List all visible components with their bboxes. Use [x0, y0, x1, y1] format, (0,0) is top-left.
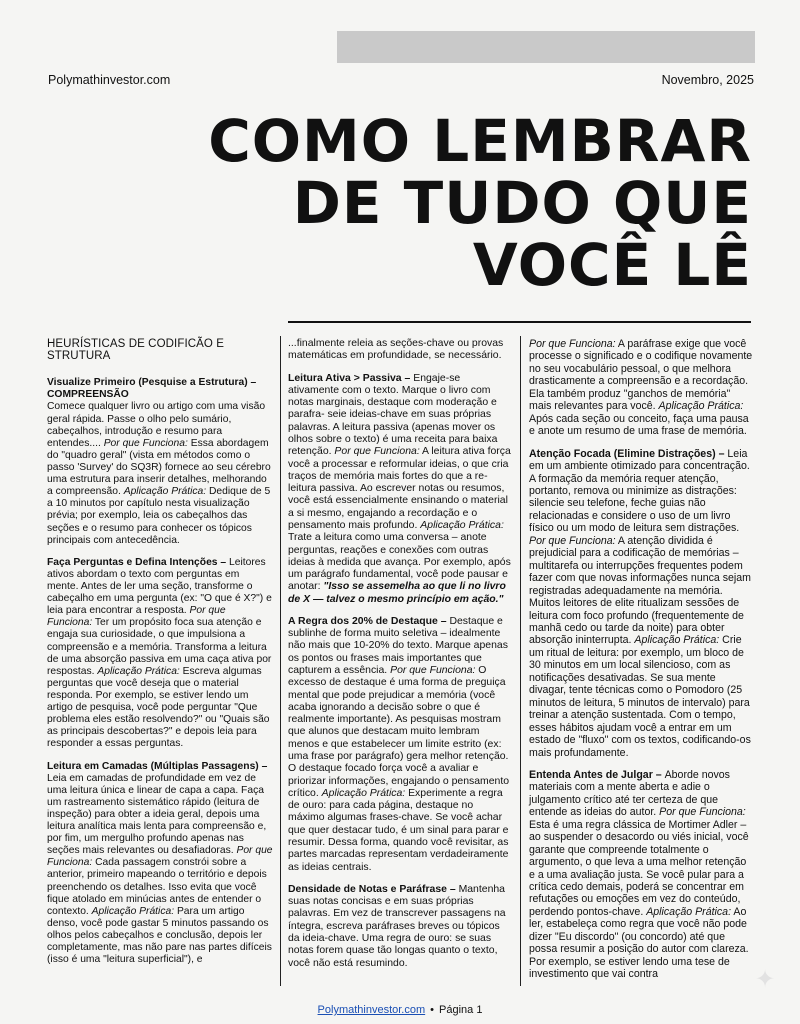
body-text: O excesso de destaque é uma forma de preguiça mental que pode prejudicar a memória (você acaba ignorando a decisão sobre o que é realmente importante). As pesquisas mostram que alunos que destacam muito lembram menos e que estabelecer um limite estrito (ex: uma frase por parágrafo) gera melhor retenção. O destaque focado força você a avaliar e priorizar informações, engajando o pensamento crítico.	[288, 665, 510, 799]
section-title: Entenda Antes de Julgar –	[529, 768, 665, 781]
body-text: Esta é uma regra clássica de Mortimer Adler – ao suspender o desacordo ou viés inicial, você garante que compreende totalmente o argumento, o que leva a uma melhor retenção e a uma avaliação justa. Se você pular para a crítica cedo demais, poderá se concentrar em refutações ou emoções em vez do conteúdo, perdendo pontos-chave.	[529, 818, 749, 918]
section-focused-attention	[529, 448, 753, 759]
section-note-density	[288, 884, 512, 970]
body-text: Leitores ativos abordam o texto com perguntas em mente. Antes de ler uma seção, transforme o cabeçalho em uma pergunta (ex: "O que é X?") e leia para encontrar a resposta.	[47, 556, 272, 617]
body-text: Ter um propósito foca sua atenção e engaja sua curiosidade, o que impulsiona a compreensão e a memória. Transforma a leitura de uma absorção passiva em uma caça ativa por respostas.	[47, 617, 272, 677]
body-text: Crie um ritual de leitura: por exemplo, um bloco de 30 minutos em um local silencioso, com as notificações desativadas. Se sua mente divagar, tente técnicas como o Pomodoro (25 minutos de leitura, 5 minutos de intervalo) para treinar a atenção sustentada. Com o tempo, esses hábitos ajudam você a entrar em um estado de "fluxo" com os textos, codificando-os mais profundamente.	[529, 634, 751, 759]
column-divider	[520, 336, 521, 986]
title-divider	[288, 321, 751, 323]
body-text: Leia em um ambiente otimizado para concentração. A formação da memória requer atenção, portanto, remova ou minimize as distrações: silencie seu telefone, feche guias não relacionadas e considere o uso de um livro físico ou um modo de leitura sem distrações.	[529, 447, 750, 535]
page-number: Página 1	[439, 1004, 483, 1016]
column-2	[288, 338, 512, 980]
body-text: Experimente a regra de ouro: para cada página, destaque no máximo algumas frases-chave. Se você achar que quer destacar tudo, é um sinal para parar e resumir. Dessa forma, quando você revisitar, as partes marcadas representam verdadeiramente as ideias centrais.	[288, 787, 509, 873]
page-title: COMO LEMBRAR DE TUDO QUE VOCÊ LÊ	[208, 107, 752, 299]
why-label: Por que Funciona:	[334, 446, 420, 458]
apply-label: Aplicação Prática:	[658, 400, 744, 413]
page-footer	[0, 1004, 800, 1016]
section-active-reading	[288, 373, 512, 606]
column-1	[47, 338, 273, 976]
section-title: Leitura Ativa > Passiva –	[288, 372, 414, 384]
section-highlight-rule	[288, 616, 512, 874]
footer-link[interactable]: Polymathinvestor.com	[317, 1004, 426, 1016]
section-title: Faça Perguntas e Defina Intenções –	[47, 556, 229, 568]
section-title: Atenção Focada (Elimine Distrações) –	[529, 447, 728, 460]
why-label: Por que Funciona:	[390, 665, 476, 677]
section-understand-first	[529, 769, 753, 981]
body-text: Trate a leitura como uma conversa – anote perguntas, reações e conexões com outras ideias à medida que avança. Por exemplo, após um parágrafo fundamental, você pode pausar e anotar:	[288, 532, 511, 593]
section-questions	[47, 557, 273, 751]
apply-label: Aplicação Prática:	[123, 486, 207, 498]
body-text: Leia em camadas de profundidade em vez de uma leitura única e linear de capa a capa. Faça um rastreamento sistemático rápido (leitura de inspeção) para obter a ideia geral, depois uma leitura analítica mais lenta para compreensão e, por fim, um mergulho profundo apenas nas seções mais relevantes ou desafiadoras.	[47, 772, 267, 857]
body-text: Após cada seção ou conceito, faça uma pausa e anote um resumo de uma frase de memória.	[529, 412, 749, 438]
body-text: Dedique de 5 a 10 minutos por capítulo nesta visualização prévia; por exemplo, leia os cabeçalhos das seções e o resumo para conhecer os tópicos principais com antecedência.	[47, 486, 271, 546]
why-label: Por que Funciona:	[529, 534, 616, 547]
body-text: Mantenha suas notas concisas e em suas próprias palavras. Em vez de transcrever passagens na íntegra, escreva paráfrases breves ou tópicos da ideia-chave. Uma regra de ouro: se suas notas forem quase tão longas quanto o texto, você não está resumindo.	[288, 883, 506, 969]
issue-date: Novembro, 2025	[661, 73, 754, 87]
body-text: Para um artigo denso, você pode gastar 5 minutos passando os olhos pelos cabeçalhos e conclusão, depois ler completamente, mas não pare nas partes difíceis (isso é uma "leitura superficial"), e	[47, 905, 272, 966]
quote-text: "Isso se assemelha ao que li no livro de X — talvez o mesmo princípio em ação."	[288, 581, 506, 605]
why-label: Por que Funciona:	[659, 806, 746, 819]
body-text: Escreva algumas perguntas que você deseja que o material responda. Por exemplo, se estiver lendo um artigo de pesquisa, você pode perguntar "Que problema eles estão resolvendo?" ou "Quais são as principais descobertas?" e depois leia para responder a essas perguntas.	[47, 665, 270, 750]
footer-separator: •	[430, 1004, 435, 1016]
section-heading: HEURÍSTICAS DE CODIFICÃO E STRUTURA	[47, 338, 225, 363]
body-text: Ao ler, estabeleça como regra que você não pode dizer "Eu discordo" (ou concordo) até que possa resumir a posição do autor com clareza. Por exemplo, se estiver lendo uma tese de investimento que vai contra	[529, 905, 749, 981]
header-bar	[337, 31, 755, 63]
apply-label: Aplicação Prática:	[420, 519, 504, 531]
apply-label: Aplicação Prática:	[321, 787, 406, 799]
body-text: A paráfrase exige que você processe o significado e o codifique novamente no seu vocabulário pessoal, o que melhora drasticamente a compreensão e a recordação. Ela também produz "ganchos de memória" mais relevantes para você.	[529, 338, 753, 413]
why-label: Por que Funciona:	[47, 605, 226, 629]
body-text: Comece qualquer livro ou artigo com uma visão geral rápida. Passe o olho pelo sumário, cabeçalhos, introdução e resumo para entendes....	[47, 401, 266, 449]
body-text: Cada passagem constrói sobre a anterior, primeiro mapeando o território e depois preenchendo os detalhes. Isso evita que você fique atolado em minúcias antes de entender o contexto.	[47, 857, 267, 917]
sparkle-icon: ✦	[754, 965, 776, 993]
column-3	[529, 338, 753, 991]
apply-label: Aplicação Prática:	[634, 634, 720, 647]
body-text: Engaje-se ativamente com o texto. Marque o livro com notas marginais, destaque com moderação e parafra- seie ideias-chave em suas próprias palavras. A leitura passiva (apenas mover os olhos sobre o texto) é uma receita para baixa retenção.	[288, 372, 498, 458]
apply-label: Aplicação Prática:	[97, 665, 180, 677]
why-label: Por que Funciona:	[47, 845, 273, 869]
why-label: Por que Funciona:	[529, 338, 616, 350]
section-visualize	[47, 377, 273, 547]
section-layered-reading	[47, 761, 273, 967]
why-label: Por que Funciona:	[103, 437, 188, 449]
section-note-density-cont	[529, 338, 753, 438]
section-title: Visualize Primeiro (Pesquise a Estrutura) – COMPREENSÃO	[47, 377, 257, 401]
section-title: Densidade de Notas e Paráfrase –	[288, 883, 459, 895]
body-text: Essa abordagem do "quadro geral" (vista em métodos como o passo 'Survey' do SQ3R) fornece ao seu cérebro uma estrutura para inserir detalhes, melhorando a compreensão.	[47, 437, 271, 498]
body-text: Destaque e sublinhe de forma muito seletiva – idealmente não mais que 10-20% do texto. Marque apenas os pontos ou frases mais importantes que capturem a essência.	[288, 615, 508, 677]
column-divider	[280, 336, 281, 986]
site-name: Polymathinvestor.com	[48, 73, 171, 87]
section-title: A Regra dos 20% de Destaque –	[288, 615, 450, 627]
apply-label: Aplicação Prática:	[646, 905, 732, 918]
body-text: Aborde novos materiais com a mente aberta e adie o julgamento crítico até ter certeza de que entende as ideias do autor.	[529, 768, 730, 819]
body-text: A atenção dividida é prejudicial para a codificação de memórias – multitarefa ou interrupções frequentes podem fazer com que novas informações nunca sejam registradas adequadamente na memória. Muitos leitores de elite ritualizam sessões de leitura com foco profundo (frequentemente de manhã cedo ou tarde da noite) para obter absorção ininterrupta.	[529, 534, 751, 647]
section-title: Leitura em Camadas (Múltiplas Passagens) –	[47, 760, 268, 772]
body-text: A leitura ativa força você a processar e reformular ideias, o que cria traços de memória mais fortes do que a re-leitura passiva. Ao escrever notas ou resumos, você está essencialmente ensinando o material a si mesmo, engajando a recordação e o pensamento mais profundo.	[288, 446, 511, 531]
apply-label: Aplicação Prática:	[91, 905, 175, 917]
continuation: ...finalmente releia as seções-chave ou provas matemáticas em profundidade, se necessário.	[288, 338, 504, 362]
